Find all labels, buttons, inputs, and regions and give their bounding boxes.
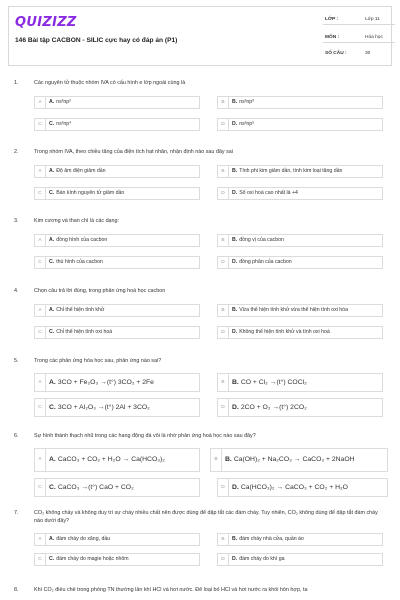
meta-value: Hóa học — [365, 35, 383, 40]
option-label: D. — [232, 329, 238, 335]
option-letter: D — [218, 399, 229, 416]
option-letter: B — [218, 374, 229, 391]
option-a[interactable] — [34, 96, 200, 109]
option-label: A. — [49, 307, 55, 313]
question-number: 4. — [14, 288, 19, 294]
option-label: D. — [232, 259, 238, 265]
question-text: Sự hình thành thạch nhũ trong các hang động đá vôi là nhờ phản ứng hoá học nào sau đây? — [34, 433, 256, 439]
option-letter: A — [35, 534, 46, 545]
question-text: Chọn câu trả lời đúng, trong phản ứng hoá học cacbon — [34, 288, 166, 294]
option-value: 3CO + Fe₂O₃ →(t°) 3CO₂ + 2Fe — [57, 379, 154, 386]
option-letter: C — [35, 554, 46, 565]
option-label: D. — [232, 190, 238, 196]
meta-key: LỚP : — [325, 17, 339, 22]
option-letter: A — [35, 374, 46, 391]
option-b[interactable] — [210, 448, 388, 472]
option-text — [232, 399, 307, 416]
option-label: D. — [232, 121, 238, 127]
option-a[interactable] — [34, 304, 200, 317]
option-value: Vừa thể hiện tính khử vừa thể hiện tính oxi hóa — [239, 307, 348, 313]
option-a[interactable] — [34, 448, 200, 472]
option-value: CaCO₃ →(t°) CaO + CO₂ — [57, 484, 134, 491]
option-letter: B — [218, 534, 229, 545]
option-label: D. — [232, 556, 238, 562]
option-letter: A — [35, 97, 46, 108]
option-label: A. — [49, 168, 55, 174]
question-text: Trong các phản ứng hóa học sau, phản ứng nào sai? — [34, 358, 162, 364]
option-d[interactable] — [217, 118, 383, 131]
question-number: 5. — [14, 358, 19, 364]
option-label: D. — [232, 404, 239, 411]
question-number: 8. — [14, 587, 19, 593]
option-letter: C — [35, 188, 46, 199]
question-number: 7. — [14, 510, 19, 516]
option-value: CO + Cl₂ →(t°) COCl₂ — [240, 379, 307, 386]
option-value: Độ âm điện giảm dần — [56, 168, 106, 174]
option-value: ns²np⁵ — [239, 121, 255, 127]
option-label: B. — [232, 168, 238, 174]
option-a[interactable] — [34, 234, 200, 247]
question-text: CO₂ không cháy và không duy trì sự cháy nhiều chất nên được dùng để dập tắt các đám cháy. Tuy nhiên, CO₂ không dùng để dập tắt đám cháy nào dưới đây? — [34, 510, 378, 524]
option-label: C. — [49, 404, 56, 411]
option-letter: A — [35, 235, 46, 246]
option-label: C. — [49, 484, 56, 491]
question-text: Trong nhóm IVA, theo chiều tăng của điện tích hạt nhân, nhận định nào sau đây sai — [34, 149, 233, 155]
option-letter: D — [218, 327, 229, 338]
option-text — [232, 327, 330, 338]
option-letter: B — [211, 449, 222, 471]
option-value: ns²np⁴ — [56, 121, 72, 127]
option-value: Chỉ thể hiện tính oxi hoá — [56, 329, 113, 335]
question-number: 3. — [14, 218, 19, 224]
option-text — [49, 479, 134, 496]
option-label: C. — [49, 190, 55, 196]
worksheet-header — [8, 6, 392, 66]
option-d[interactable] — [217, 256, 383, 269]
option-value: ns²np² — [56, 99, 71, 105]
option-letter: C — [35, 257, 46, 268]
option-text — [49, 327, 112, 338]
option-text — [49, 554, 129, 565]
option-label: A. — [49, 237, 55, 243]
option-text — [232, 479, 348, 496]
option-text — [49, 374, 154, 391]
question-text: Kim cương và than chì là các dạng: — [34, 218, 120, 224]
option-text — [49, 235, 107, 246]
option-label: B. — [232, 99, 238, 105]
option-text — [232, 534, 304, 545]
option-c[interactable] — [34, 398, 200, 417]
option-text — [232, 97, 254, 108]
option-value: đám cháy do xăng, dầu — [56, 536, 111, 542]
question-number: 6. — [14, 433, 19, 439]
option-value: đồng phân của cacbon — [239, 259, 292, 265]
option-label: D. — [232, 484, 239, 491]
option-d[interactable] — [217, 553, 383, 566]
quizizz-logo: QUIZIZZ — [15, 15, 77, 30]
option-text — [232, 235, 284, 246]
option-label: C. — [49, 121, 55, 127]
option-d[interactable] — [217, 187, 383, 200]
option-c[interactable] — [34, 553, 200, 566]
option-text — [232, 188, 298, 199]
option-letter: C — [35, 399, 46, 416]
option-letter: B — [218, 305, 229, 316]
option-text — [232, 305, 348, 316]
option-label: C. — [49, 259, 55, 265]
option-text — [49, 257, 103, 268]
option-c[interactable] — [34, 326, 200, 339]
option-d[interactable] — [217, 478, 388, 497]
option-letter: A — [35, 449, 46, 471]
option-letter: B — [218, 235, 229, 246]
option-value: đám cháy nhà cửa, quần áo — [239, 536, 304, 542]
meta-key: MÔN : — [325, 35, 340, 40]
option-letter: C — [35, 119, 46, 130]
option-c[interactable] — [34, 118, 200, 131]
option-value: ns²np³ — [239, 99, 254, 105]
option-text — [232, 119, 254, 130]
option-text — [49, 97, 71, 108]
option-text — [49, 119, 71, 130]
worksheet-title: 146 Bài tập CACBON - SILIC cực hay có đáp án (P1) — [15, 37, 178, 44]
option-letter: D — [218, 479, 229, 496]
option-letter: A — [35, 166, 46, 177]
option-text — [49, 166, 106, 177]
option-label: A. — [49, 456, 56, 463]
option-letter: B — [218, 166, 229, 177]
option-text — [49, 188, 124, 199]
option-value: Số oxi hoá cao nhất là +4 — [239, 190, 298, 196]
option-b[interactable] — [217, 533, 383, 546]
meta-row-subject — [323, 31, 395, 43]
option-label: A. — [49, 536, 55, 542]
option-value: đám cháy do khí ga — [239, 556, 285, 562]
option-b[interactable] — [217, 373, 383, 392]
option-letter: C — [35, 327, 46, 338]
option-d[interactable] — [217, 326, 383, 339]
meta-value: Lớp 11 — [365, 17, 380, 22]
meta-row-class — [323, 13, 395, 25]
worksheet-meta — [323, 7, 395, 67]
option-b[interactable] — [217, 165, 383, 178]
question-text: Khí CO₂ điều chế trong phòng TN thường lẫn khí HCl và hơi nước. Để loại bỏ HCl và hơi nước ra khỏi hỗn hợp, ta — [34, 587, 308, 593]
option-value: Không thể hiện tính khử và tính oxi hoá — [239, 329, 330, 335]
option-a[interactable] — [34, 165, 200, 178]
option-text — [49, 534, 110, 545]
option-text — [232, 554, 284, 565]
option-value: thù hình của cacbon — [56, 259, 103, 265]
option-letter: A — [35, 305, 46, 316]
question-number: 1. — [14, 80, 19, 86]
option-c[interactable] — [34, 187, 200, 200]
option-d[interactable] — [217, 398, 383, 417]
option-value: Chỉ thể hiện tính khử — [56, 307, 105, 313]
option-b[interactable] — [217, 304, 383, 317]
option-b[interactable] — [217, 234, 383, 247]
option-text — [232, 166, 342, 177]
question-8 — [14, 587, 392, 600]
option-value: CaCO₃ + CO₂ + H₂O → Ca(HCO₃)₂ — [57, 456, 165, 463]
option-label: B. — [225, 456, 232, 463]
option-value: đám cháy do magie hoặc nhôm — [56, 556, 129, 562]
option-value: Ca(OH)₂ + Na₂CO₃ → CaCO₃ + 2NaOH — [233, 456, 355, 463]
option-a[interactable] — [34, 533, 200, 546]
option-text — [49, 399, 150, 416]
option-letter: D — [218, 257, 229, 268]
option-letter: C — [35, 479, 46, 496]
option-text — [49, 449, 165, 471]
option-value: đồng vị của cacbon — [239, 237, 284, 243]
option-letter: D — [218, 188, 229, 199]
meta-value: 30 — [365, 51, 371, 56]
option-value: đồng hình của cacbon — [56, 237, 108, 243]
meta-row-count — [323, 47, 395, 59]
option-a[interactable] — [34, 373, 200, 392]
option-label: B. — [232, 237, 238, 243]
option-text — [225, 449, 355, 471]
option-value: Bán kính nguyên tử giảm dần — [56, 190, 125, 196]
meta-key: SỐ CÂU : — [325, 51, 347, 56]
option-value: 3CO + Al₂O₃ →(t°) 2Al + 3CO₂ — [57, 404, 150, 411]
option-label: B. — [232, 379, 239, 386]
option-value: Ca(HCO₃)₂ → CaCO₃ + CO₂ + H₂O — [240, 484, 348, 491]
option-label: B. — [232, 307, 238, 313]
option-letter: D — [218, 554, 229, 565]
option-label: C. — [49, 329, 55, 335]
option-label: A. — [49, 379, 56, 386]
question-number: 2. — [14, 149, 19, 155]
option-text — [232, 257, 292, 268]
question-text: Các nguyên tử thuộc nhóm IVA có cấu hình e lớp ngoài cùng là — [34, 80, 186, 86]
option-letter: B — [218, 97, 229, 108]
option-text — [49, 305, 104, 316]
option-value: 2CO + O₂ →(t°) 2CO₂ — [240, 404, 307, 411]
option-label: B. — [232, 536, 238, 542]
option-value: Tính phi kim giảm dần, tính kim loại tăng dần — [239, 168, 343, 174]
option-letter: D — [218, 119, 229, 130]
option-label: C. — [49, 556, 55, 562]
option-c[interactable] — [34, 478, 200, 497]
option-c[interactable] — [34, 256, 200, 269]
option-b[interactable] — [217, 96, 383, 109]
option-text — [232, 374, 307, 391]
option-label: A. — [49, 99, 55, 105]
